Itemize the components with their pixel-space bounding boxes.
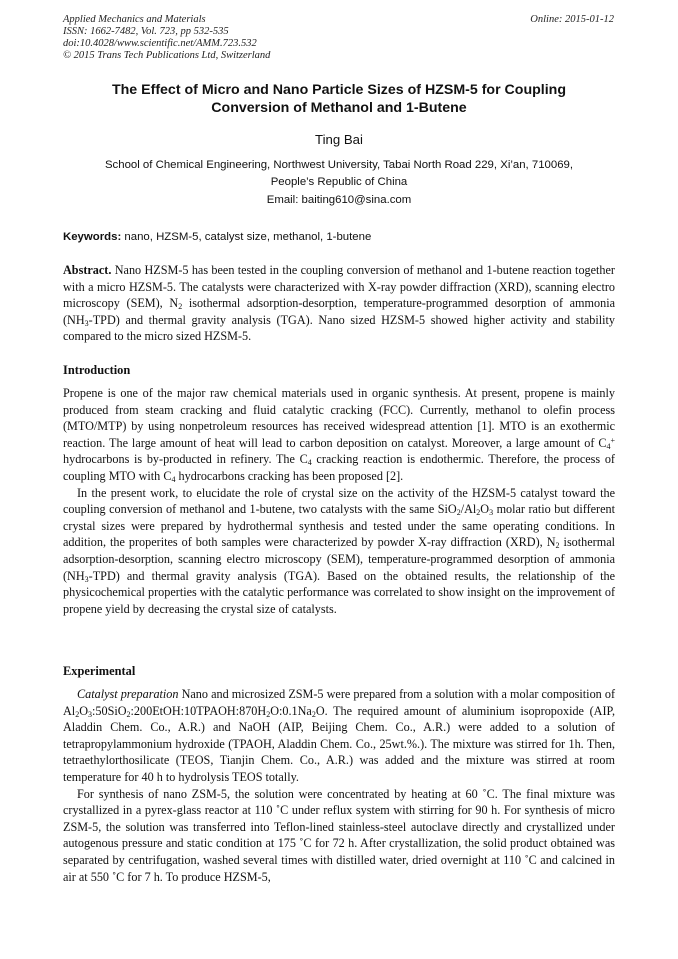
intro-paragraph-1: Propene is one of the major raw chemical materials used in organic synthesis. At present, propene is mainly produced from steam cracking and fluid catalytic cracking (FCC). Currently, methanol to olefin process (MTO/MTP) by using nonpetroleum resources has received widespread attention [1]. MTO is an exothermic reaction. The large amount of heat will lead to carbon deposition on catalyst. Moreover, a large amount of $C_4^+$ hydrocarbons is by-producted in refinery. The $C_4$ cracking reaction is endothermic. Therefore, the process of coupling MTO with $C_4$ hydrocarbons cracking has been proposed [2]. <box>63 386 615 484</box>
keywords-label: Keywords: <box>63 231 122 243</box>
heading-introduction: Introduction <box>63 363 131 377</box>
exp-paragraph-1: Catalyst preparation Nano and microsized ZSM-5 were prepared from a solution with a molar composition of $Al_2O_3:50SiO_2:200EtOH:10TPAOH:870H_2O:0.1Na_2O$. The required amount of aluminium isopropoxide (AIP, Aladdin Chem. Co., A.R.) and NaOH (AIP, Beijing Chem. Co., A.R.) were added to a solution of tetrapropylammonium hydroxide (TPAOH, Aladdin Chem. Co., 25wt.%.). The mixture was stirred for 1h. Then, tetraethylorthosilicate (TEOS, Tianjin Chem. Co., A.R.) was added and the mixture was stirred at room temperature for 40 h to hydrolysis TEOS totally. <box>63 687 615 784</box>
author-name: Ting Bai <box>315 132 363 147</box>
experimental-body <box>63 686 615 885</box>
abstract-label: Abstract. <box>63 263 112 277</box>
copyright: © 2015 Trans Tech Publications Ltd, Switzerland <box>63 50 271 61</box>
keywords <box>63 230 615 245</box>
heading-experimental: Experimental <box>63 664 136 678</box>
catalyst-preparation-label: Catalyst preparation <box>77 687 179 701</box>
affiliation-line-2: People’s Republic of China <box>270 176 408 188</box>
intro-paragraph-2: In the present work, to elucidate the role of crystal size on the activity of the HZSM-5 catalyst toward the coupling conversion of methanol and 1-butene, two catalysts with the same $SiO_2/Al_2O_3$ molar ratio but different crystal sizes were prepared by hydrothermal synthesis and tested under the same operating conditions. In addition, the properites of both samples were characterized by powder X-ray diffraction (XRD), $N_2$ isothermal adsorption-desorption, scanning electro microscopy (SEM), temperature-programmed desorption of ammonia $(NH_3-TPD)$ and thermal gravity analysis (TGA). Based on the obtained results, the relationship of the physicochemical properties with the catalytic performance was correlated to show insight on the improvement of propene yield by decreasing the crystal size of catalysts. <box>63 485 616 616</box>
journal-name: Applied Mechanics and Materials <box>63 14 206 25</box>
paper-title <box>63 81 615 117</box>
affiliation <box>63 157 615 191</box>
keywords-text: nano, HZSM-5, catalyst size, methanol, 1-butene <box>121 231 372 243</box>
exp-paragraph-2: For synthesis of nano ZSM-5, the solution were concentrated by heating at 60 ˚C. The final mixture was crystallized in a pyrex-glass reactor at 110 ˚C under reflux system with stirring for 90 h. For synthesis of micro ZSM-5, the solution was transferred into Teflon-lined stainless-steel autoclave directly and crystallized under autogenous pressure and static condition at 175 ˚C for 72 h. After crystallization, the solid product obtained was separated by centrifugation, washed several times with distilled water, dried overnight at 110 ˚C and calcined in air at 550 ˚C for 7 h. To produce HZSM-5, <box>63 786 615 884</box>
doi: doi:10.4028/www.scientific.net/AMM.723.532 <box>63 38 257 49</box>
title-line-1: The Effect of Micro and Nano Particle Sizes of HZSM-5 for Coupling <box>111 82 567 98</box>
issn-volume: ISSN: 1662-7482, Vol. 723, pp 532-535 <box>63 26 229 37</box>
abstract: Abstract. Nano HZSM-5 has been tested in the coupling conversion of methanol and 1-butene reaction together with a micro HZSM-5. The catalysts were characterized with X-ray powder diffraction (XRD), scanning electro microscopy (SEM), $N_2$ isothermal adsorption-desorption, temperature-programmed desorption of ammonia $(NH_3-TPD)$ and thermal gravity analysis (TGA). Nano sized HZSM-5 showed higher activity and stability compared to the micro sized HZSM-5. <box>63 263 616 344</box>
introduction-body <box>63 385 615 617</box>
affiliation-line-1: School of Chemical Engineering, Northwest University, Tabai North Road 229, Xi’an, 710069, <box>104 159 574 171</box>
publication-info <box>63 14 270 62</box>
title-line-2: Conversion of Methanol and 1-Butene <box>211 100 467 116</box>
author-email: Email: baiting610@sina.com <box>266 194 412 206</box>
online-date: Online: 2015-01-12 <box>530 14 614 25</box>
